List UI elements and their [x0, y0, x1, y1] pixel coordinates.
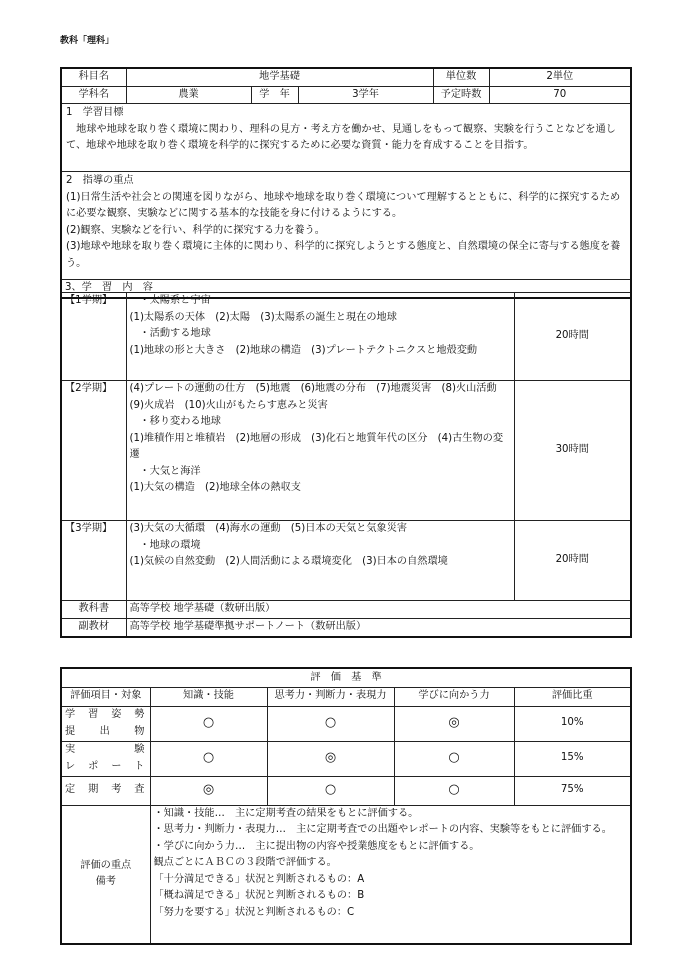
- notes-row: [61, 805, 631, 944]
- dept-row: [61, 86, 631, 104]
- note-line: ・思考力・判断力・表現力… 主に定期考査での出題やレポートの内容、実験等をもとに評価する。: [153, 824, 612, 835]
- notes-label: 評価の重点: [80, 859, 132, 871]
- sub-material-label: 副教材: [61, 619, 126, 637]
- item-label: 定期考査: [65, 784, 147, 796]
- term-line: (4)プレートの運動の仕方 (5)地震 (6)地震の分布 (7)地震災害 (8)火山活動 (9)火成岩 (10)火山がもたらす恵みと災害: [129, 383, 507, 411]
- item-label: 学習姿勢: [65, 709, 147, 720]
- term-line: ・移り変わる地球: [139, 416, 221, 427]
- mark: ○: [394, 741, 514, 776]
- term-line: (1)地球の形と大きさ (2)地球の構造 (3)プレートテクトニクスと地殻変動: [129, 344, 478, 356]
- term-label: 【3学期】: [61, 521, 126, 601]
- subject-label: 科目名: [61, 68, 126, 86]
- focus-item: (3)地球や地球を取り巻く環境に主体的に関わり、科学的に探究しようとする態度と、自然環境の保全に寄与する態度を養う。: [66, 241, 621, 269]
- textbook-row: [61, 601, 631, 619]
- item-label: 実験: [65, 744, 147, 755]
- evaluation-row: [61, 706, 631, 741]
- term-hours: 20時間: [514, 521, 631, 601]
- notes-label: 備考: [95, 876, 116, 888]
- note-line: ・知識・技能… 主に定期考査の結果をもとに評価する。: [153, 807, 419, 819]
- content-heading: 3、学 習 内 容: [61, 280, 631, 298]
- term-line: ・地球の環境: [139, 539, 201, 551]
- note-line: 「十分満足できる」状況と判断されるもの：A: [153, 873, 365, 885]
- term-label: 【1学期】: [61, 293, 126, 381]
- term-row: [61, 381, 631, 521]
- goals-section: [61, 104, 631, 172]
- term-label: 【2学期】: [61, 381, 126, 521]
- mark: ○: [267, 776, 394, 805]
- sub-material-row: [61, 619, 631, 637]
- evaluation-title: 評 価 基 準: [61, 668, 631, 687]
- evaluation-header-row: [61, 687, 631, 706]
- note-line: 「努力を要する」状況と判断されるもの：C: [153, 906, 355, 918]
- term-line: (1)太陽系の天体 (2)太陽 (3)太陽系の誕生と現在の地球: [129, 311, 397, 323]
- mark: ○: [150, 706, 267, 741]
- evaluation-row: [61, 741, 631, 776]
- term-row: [61, 521, 631, 601]
- goals-heading: 1 学習目標: [66, 107, 124, 118]
- subject-value: 地学基礎: [126, 68, 433, 86]
- hours-label: 予定時数: [433, 86, 489, 104]
- note-line: 「概ね満足できる」状況と判断されるもの：B: [153, 890, 365, 901]
- term-line: (1)堆積作用と堆積岩 (2)地層の形成 (3)化石と地質年代の区分 (4)古生物の変遷: [129, 432, 504, 460]
- term-line: ・太陽系と宇宙: [139, 295, 211, 306]
- subject-row: [61, 68, 631, 86]
- mark: ○: [394, 776, 514, 805]
- evaluation-row: [61, 776, 631, 805]
- weight: 10%: [514, 706, 631, 741]
- units-value: 2単位: [489, 68, 631, 86]
- header-cell: 思考力・判断力・表現力: [267, 687, 394, 706]
- header-cell: 知識・技能: [150, 687, 267, 706]
- sub-material-value: 高等学校 地学基礎準拠サポートノート（数研出版）: [126, 619, 631, 637]
- mark: ◎: [150, 776, 267, 805]
- term-hours: 30時間: [514, 381, 631, 521]
- note-line: 観点ごとにＡＢＣの３段階で評価する。: [153, 857, 337, 868]
- weight: 15%: [514, 741, 631, 776]
- term-line: ・活動する地球: [139, 328, 211, 339]
- grade-label: 学 年: [251, 86, 298, 104]
- mark: ◎: [267, 741, 394, 776]
- term-line: (1)大気の構造 (2)地球全体の熱収支: [129, 482, 301, 493]
- weight: 75%: [514, 776, 631, 805]
- mark: ○: [267, 706, 394, 741]
- document-title: 教科「理科」: [60, 36, 115, 46]
- evaluation-table: [60, 667, 632, 945]
- term-row: [61, 293, 631, 381]
- header-cell: 評価項目・対象: [61, 687, 150, 706]
- focus-item: (2)観察、実験などを行い、科学的に探究する力を養う。: [66, 224, 325, 236]
- mark: ○: [150, 741, 267, 776]
- term-line: (3)大気の大循環 (4)海水の運動 (5)日本の天気と気象災害: [129, 523, 408, 534]
- textbook-label: 教科書: [61, 601, 126, 619]
- item-label: レポート: [65, 760, 147, 772]
- textbook-value: 高等学校 地学基礎（数研出版）: [126, 601, 631, 619]
- syllabus-table: [60, 67, 632, 299]
- units-label: 単位数: [433, 68, 489, 86]
- goals-text: 地球や地球を取り巻く環境に関わり、理科の見方・考え方を働かせ、見通しをもって観察、実験を行うことなどを通して、地球や地球を取り巻く環境を科学的に探究するために必要な資質・能力を育成することを目指す。: [66, 123, 616, 151]
- term-line: ・大気と海洋: [139, 465, 201, 477]
- header-cell: 評価比重: [514, 687, 631, 706]
- dept-value: 農業: [126, 86, 251, 104]
- note-line: ・学びに向かう力… 主に提出物の内容や授業態度をもとに評価する。: [153, 840, 480, 852]
- focus-item: (1)日常生活や社会との関連を図りながら、地球や地球を取り巻く環境について理解するとともに、科学的に探究するために必要な観察、実験などに関する基本的な技能を身に付けるようにする。: [66, 191, 621, 219]
- dept-label: 学科名: [61, 86, 126, 104]
- mark: ◎: [394, 706, 514, 741]
- item-label: 提出物: [65, 725, 147, 737]
- hours-value: 70: [489, 86, 631, 104]
- focus-heading: 2 指導の重点: [66, 175, 134, 186]
- grade-value: 3学年: [298, 86, 433, 104]
- terms-table: [60, 292, 632, 638]
- header-cell: 学びに向かう力: [394, 687, 514, 706]
- term-line: (1)気候の自然変動 (2)人間活動による環境変化 (3)日本の自然環境: [129, 556, 448, 567]
- term-hours: 20時間: [514, 293, 631, 381]
- focus-section: [61, 172, 631, 280]
